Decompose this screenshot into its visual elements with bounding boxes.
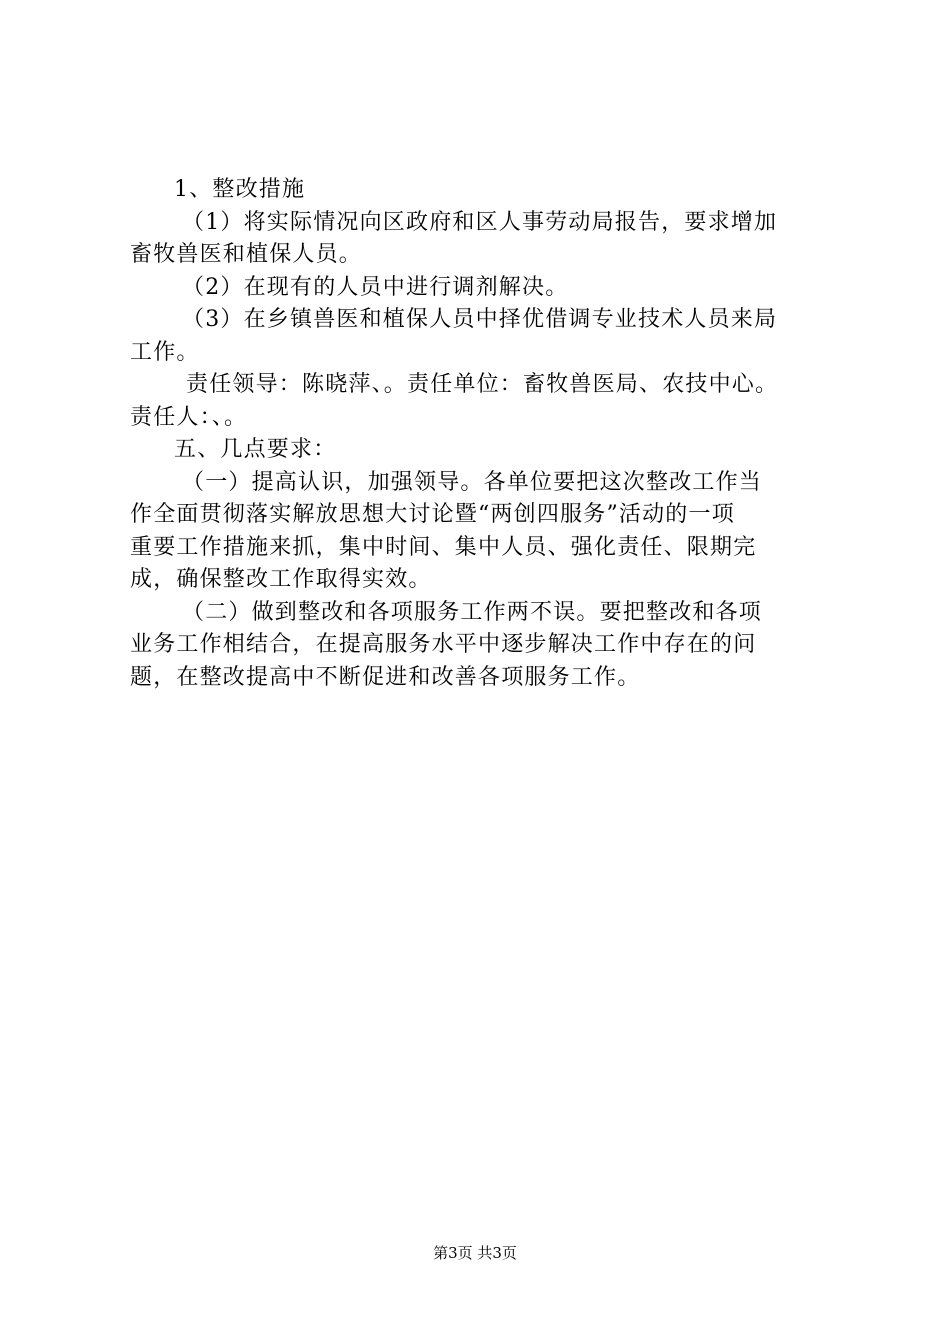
paragraph-line: 题，在整改提高中不断促进和改善各项服务工作。 bbox=[130, 664, 641, 690]
responsibility-line: 责任人：、。 bbox=[130, 404, 248, 430]
paragraph-line: （2）在现有的人员中进行调剂解决。 bbox=[182, 274, 569, 300]
paragraph-line: （二）做到整改和各项服务工作两不误。要把整改和各项 bbox=[182, 599, 763, 625]
paragraph-line: 作全面贯彻落实解放思想大讨论暨“两创四服务”活动的一项 bbox=[130, 502, 735, 527]
responsibility-line: 责任领导：陈晓萍、。责任单位：畜牧兽医局、农技中心。 bbox=[186, 372, 779, 397]
paragraph-line: 工作。 bbox=[130, 339, 200, 365]
document-body bbox=[130, 174, 840, 694]
section-heading: 五、几点要求： bbox=[174, 437, 337, 462]
paragraph-line: （1）将实际情况向区政府和区人事劳动局报告，要求增加 bbox=[182, 209, 778, 235]
paragraph-line: 业务工作相结合，在提高服务水平中逐步解决工作中存在的问 bbox=[130, 632, 757, 657]
paragraph-line: 重要工作措施来抓，集中时间、集中人员、强化责任、限期完 bbox=[130, 534, 757, 560]
paragraph-line: （一）提高认识，加强领导。各单位要把这次整改工作当 bbox=[182, 469, 763, 495]
paragraph-line: 畜牧兽医和植保人员。 bbox=[130, 242, 363, 267]
paragraph-line: （3）在乡镇兽医和植保人员中择优借调专业技术人员来局 bbox=[182, 307, 778, 332]
page-number-footer: 第3页 共3页 bbox=[433, 1244, 517, 1262]
section-heading: 1、整改措施 bbox=[174, 177, 306, 202]
paragraph-line: 成，确保整改工作取得实效。 bbox=[130, 567, 432, 592]
